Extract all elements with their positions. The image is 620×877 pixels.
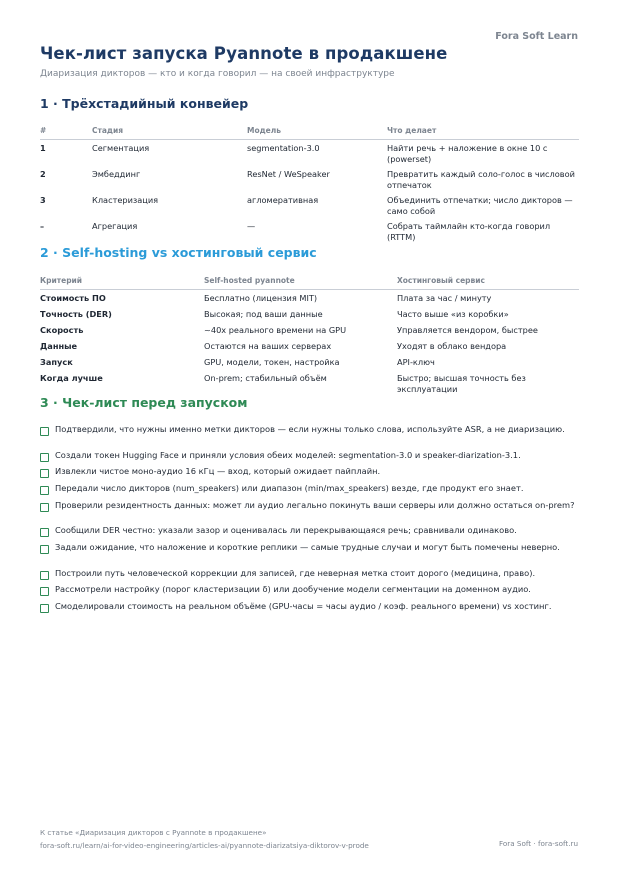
checklist-item[interactable] [40, 466, 585, 483]
table-row [40, 293, 579, 309]
column-header: # [40, 126, 47, 135]
checklist-item-text: Подтвердили, что нужны именно метки дикторов — если нужны только слова, используйте ASR, а не диаризацию. [55, 424, 565, 434]
row-number: 1 [40, 143, 46, 153]
table-header [40, 124, 579, 140]
table-row [40, 309, 579, 325]
table-row [40, 341, 579, 357]
criterion-cell: Скорость [40, 325, 84, 335]
section-title-checklist: 3 · Чек-лист перед запуском [40, 395, 248, 410]
stage-cell: Сегментация [92, 143, 150, 153]
self-hosted-cell: Остаются на ваших серверах [204, 341, 332, 351]
footer-source [40, 827, 369, 852]
row-number: 2 [40, 169, 46, 179]
self-hosted-cell: ~40x реального времени на GPU [204, 325, 347, 335]
self-hosted-cell: On-prem; стабильный объём [204, 373, 327, 383]
criterion-cell: Данные [40, 341, 78, 351]
section-title-comparison: 2 · Self-hosting vs хостинговый сервис [40, 245, 317, 260]
hosted-cell: Управляется вендором, быстрее [397, 325, 538, 335]
model-cell: ResNet / WeSpeaker [247, 169, 330, 179]
brand-label: Fora Soft Learn [495, 31, 578, 42]
description-cell: Превратить каждый соло-голос в числовой отпечаток [387, 169, 575, 190]
checklist-item[interactable] [40, 584, 585, 601]
checkbox[interactable] [40, 503, 49, 512]
checkbox[interactable] [40, 453, 49, 462]
hosted-cell: Быстро; высшая точность без эксплуатации [397, 373, 526, 394]
table-row [40, 169, 579, 195]
checklist-item[interactable] [40, 424, 585, 450]
description-cell: Найти речь + наложение в окне 10 с (powerset) [387, 143, 548, 164]
table-row [40, 325, 579, 341]
checklist-item-text: Построили путь человеческой коррекции для записей, где неверная метка стоит дорого (медицина, право). [55, 568, 536, 578]
checklist-item[interactable] [40, 483, 585, 500]
page-subtitle: Диаризация дикторов — кто и когда говорил — на своей инфраструктуре [40, 69, 395, 79]
checklist-item[interactable] [40, 542, 585, 568]
self-hosted-cell: GPU, модели, токен, настройка [204, 357, 340, 367]
comparison-table [40, 274, 579, 397]
checklist-item-text: Извлекли чистое моно-аудио 16 кГц — вход, который ожидает пайплайн. [55, 466, 381, 476]
column-header: Критерий [40, 276, 83, 285]
stage-cell: Эмбеддинг [92, 169, 141, 179]
checkbox[interactable] [40, 469, 49, 478]
section-title-pipeline: 1 · Трёхстадийный конвейер [40, 96, 249, 111]
pipeline-table [40, 124, 579, 247]
column-header: Стадия [92, 126, 124, 135]
table-row [40, 143, 579, 169]
criterion-cell: Когда лучше [40, 373, 103, 383]
row-number: – [40, 221, 45, 231]
checkbox[interactable] [40, 571, 49, 580]
table-row [40, 195, 579, 221]
hosted-cell: API-ключ [397, 357, 435, 367]
checklist-item-text: Создали токен Hugging Face и приняли условия обеих моделей: segmentation-3.0 и speaker-diarization-3.1. [55, 450, 521, 460]
table-row [40, 221, 579, 247]
criterion-cell: Точность (DER) [40, 309, 112, 319]
checklist-item-text: Задали ожидание, что наложение и короткие реплики — самые трудные случаи и могут быть помечены неверно. [55, 542, 560, 552]
checklist-item[interactable] [40, 601, 585, 617]
column-header: Модель [247, 126, 281, 135]
checklist-item-text: Проверили резидентность данных: может ли аудио легально покинуть ваши серверы или должно остаться on-prem? [55, 500, 575, 510]
row-number: 3 [40, 195, 46, 205]
table-header [40, 274, 579, 290]
checklist [40, 424, 585, 617]
criterion-cell: Запуск [40, 357, 73, 367]
table-row [40, 373, 579, 397]
checkbox[interactable] [40, 604, 49, 613]
criterion-cell: Стоимость ПО [40, 293, 106, 303]
model-cell: segmentation-3.0 [247, 143, 320, 153]
checklist-item[interactable] [40, 568, 585, 584]
footer-brand: Fora Soft · fora-soft.ru [499, 839, 578, 848]
model-cell: агломеративная [247, 195, 319, 205]
checkbox[interactable] [40, 427, 49, 436]
checklist-item-text: Смоделировали стоимость на реальном объёме (GPU-часы = часы аудио / коэф. реального времени) vs хостинг. [55, 601, 552, 611]
description-cell: Собрать таймлайн кто-когда говорил (RTTM) [387, 221, 551, 242]
self-hosted-cell: Бесплатно (лицензия MIT) [204, 293, 318, 303]
hosted-cell: Плата за час / минуту [397, 293, 492, 303]
checkbox[interactable] [40, 528, 49, 537]
description-cell: Объединить отпечатки; число дикторов — само собой [387, 195, 573, 216]
checkbox[interactable] [40, 545, 49, 554]
footer-url-link[interactable]: fora-soft.ru/learn/ai-for-video-engineering/articles-ai/pyannote-diarizatsiya-diktorov-v-prode [40, 840, 369, 850]
page-title: Чек-лист запуска Pyannote в продакшене [40, 44, 448, 63]
footer-article-ref: К статье «Диаризация дикторов с Pyannote в продакшене» [40, 828, 267, 837]
checklist-item[interactable] [40, 450, 585, 466]
checklist-item[interactable] [40, 525, 585, 542]
hosted-cell: Уходят в облако вендора [397, 341, 507, 351]
stage-cell: Кластеризация [92, 195, 159, 205]
table-row [40, 357, 579, 373]
checklist-item[interactable] [40, 500, 585, 525]
model-cell: — [247, 221, 256, 231]
column-header: Что делает [387, 126, 437, 135]
stage-cell: Агрегация [92, 221, 138, 231]
checklist-item-text: Сообщили DER честно: указали зазор и оценивалась ли перекрывающаяся речь; сравнивали одинаково. [55, 525, 517, 535]
checkbox[interactable] [40, 486, 49, 495]
hosted-cell: Часто выше «из коробки» [397, 309, 509, 319]
checklist-item-text: Рассмотрели настройку (порог кластеризации δ) или дообучение модели сегментации на доменном аудио. [55, 584, 531, 594]
column-header: Self-hosted pyannote [204, 276, 295, 285]
column-header: Хостинговый сервис [397, 276, 485, 285]
checkbox[interactable] [40, 587, 49, 596]
self-hosted-cell: Высокая; под ваши данные [204, 309, 323, 319]
checklist-item-text: Передали число дикторов (num_speakers) или диапазон (min/max_speakers) везде, где продукт его знает. [55, 483, 524, 493]
